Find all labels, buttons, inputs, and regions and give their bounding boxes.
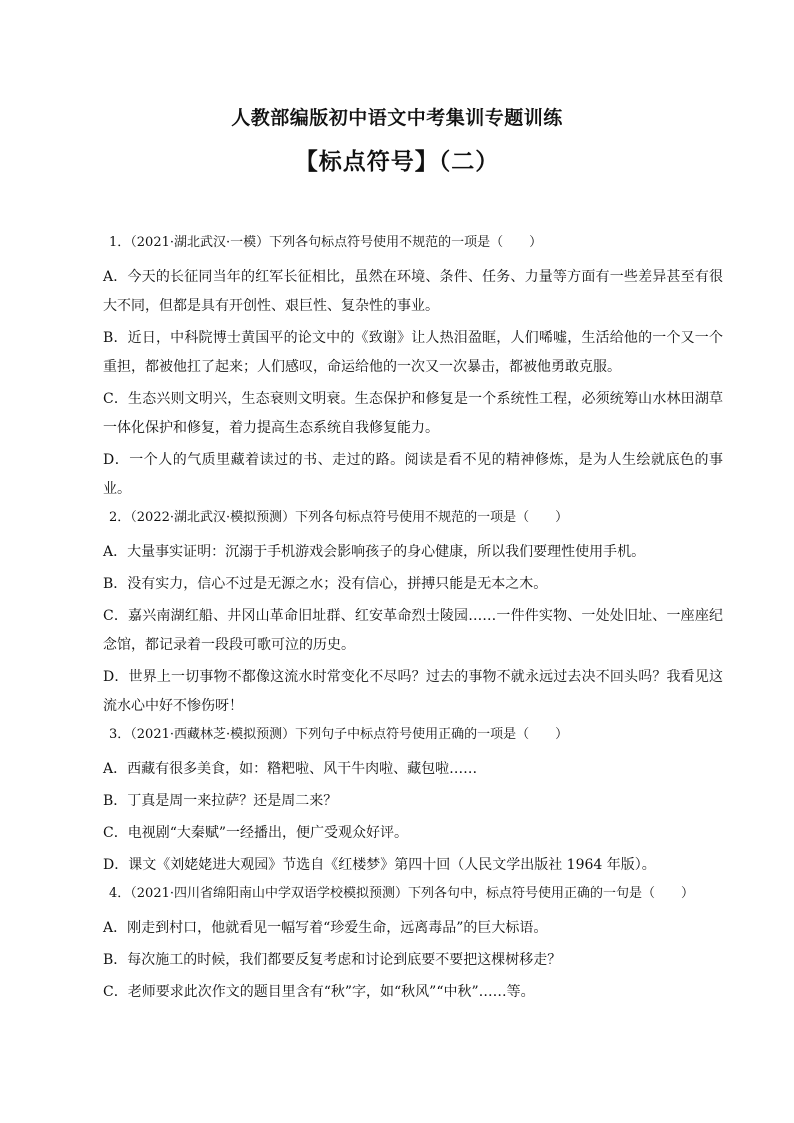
- question-stem: 2．（2022·湖北武汉·模拟预测）下列各句标点符号使用不规范的一项是（ ）: [109, 510, 569, 525]
- option-b: B．近日，中科院博士黄国平的论文中的《致谢》让人热泪盈眶，人们唏嘘，生活给他的一个又一个重担，都被他扛了起来；人们感叹，命运给他的一次又一次暴击，都被他勇敢克服。: [103, 330, 723, 375]
- question-list: [103, 232, 723, 1010]
- question-stem: 1．（2021·湖北武汉·一模）下列各句标点符号使用不规范的一项是（ ）: [109, 235, 543, 250]
- option-b: B．丁真是周一来拉萨？还是周二来？: [103, 793, 338, 809]
- option-d: D．课文《刘姥姥进大观园》节选自《红楼梦》第四十回（人民文学出版社 1964 年版）。: [103, 857, 656, 873]
- option-d: D．一个人的气质里藏着读过的书、走过的路。阅读是看不见的精神修炼，是为人生绘就底色的事业。: [103, 452, 723, 497]
- option-a: A．大量事实证明：沉溺于手机游戏会影响孩子的身心健康，所以我们要理性使用手机。: [103, 544, 646, 560]
- option-a: A．西藏有很多美食，如：糌粑啦、风干牛肉啦、藏包啦……: [103, 761, 478, 777]
- question-stem: 4．（2021·四川省绵阳南山中学双语学校模拟预测）下列各句中，标点符号使用正确的一句是（ ）: [109, 886, 694, 901]
- option-c: C．嘉兴南湖红船、井冈山革命旧址群、红安革命烈士陵园……一件件实物、一处处旧址、一座座纪念馆，都记录着一段段可歌可泣的历史。: [103, 608, 723, 653]
- question-2: [103, 507, 723, 721]
- option-b: B．每次施工的时候，我们都要反复考虑和讨论到底要不要把这棵树移走？: [103, 952, 562, 968]
- option-d: D．世界上一切事物不都像这流水时常变化不尽吗？过去的事物不就永远过去决不回头吗？我看见这流水心中好不惨伤呀！: [103, 669, 723, 714]
- option-c: C．电视剧“大秦赋”一经播出，便广受观众好评。: [103, 825, 409, 841]
- option-c: C．老师要求此次作文的题目里含有“秋”字，如“秋风”“中秋”……等。: [103, 984, 535, 1000]
- option-a: A．今天的长征同当年的红军长征相比，虽然在环境、条件、任务、力量等方面有一些差异甚至有很大不同，但都是具有开创性、艰巨性、复杂性的事业。: [103, 269, 723, 314]
- document-title: 人教部编版初中语文中考集训专题训练: [231, 107, 563, 129]
- question-1: [103, 232, 723, 504]
- question-stem: 3．（2021·西藏林芝·模拟预测）下列句子中标点符号使用正确的一项是（ ）: [109, 727, 569, 742]
- document-subtitle: 【标点符号】（二）: [294, 148, 500, 175]
- option-b: B．没有实力，信心不过是无源之水；没有信心，拼搏只能是无本之木。: [103, 576, 548, 592]
- question-3: [103, 724, 723, 880]
- option-a: A．刚走到村口，他就看见一幅写着“珍爱生命，远离毒品”的巨大标语。: [103, 920, 548, 936]
- option-c: C．生态兴则文明兴，生态衰则文明衰。生态保护和修复是一个系统性工程，必须统筹山水林田湖草一体化保护和修复，着力提高生态系统自我修复能力。: [103, 391, 723, 436]
- question-4: [103, 883, 723, 1007]
